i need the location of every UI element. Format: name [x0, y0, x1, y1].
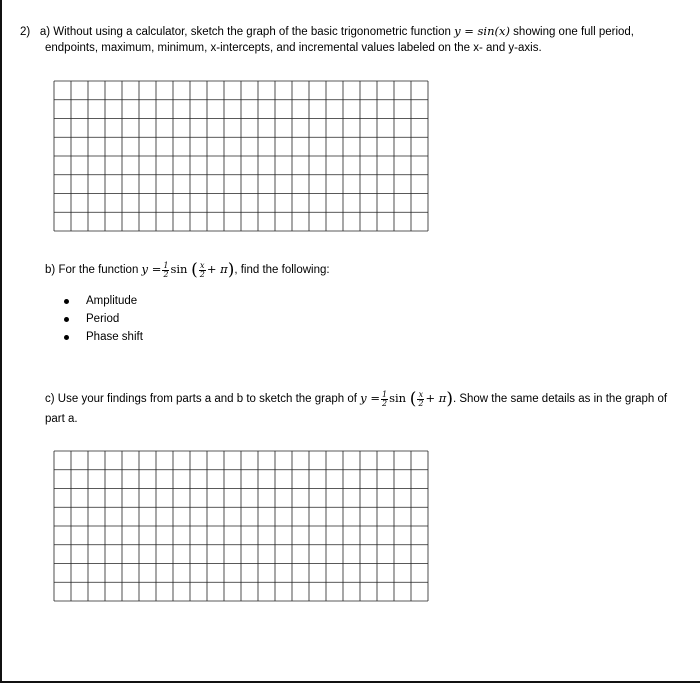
- part-c-line1: [45, 387, 667, 410]
- bullet-icon: [64, 335, 69, 340]
- part-c-lhs: y =: [360, 391, 380, 405]
- bullet-icon: [64, 299, 69, 304]
- part-c-equation: y = $\frac{1}{2}$ sin ( $\frac{x}{2}$ + π): [360, 389, 453, 409]
- graph-grid-part-a[interactable]: [53, 80, 429, 232]
- part-b-list: [64, 292, 143, 346]
- part-b-line: [45, 258, 330, 281]
- part-b-equation: y = $\frac{1}{2}$ sin ( $\frac{x}{2}$ + π): [141, 260, 235, 280]
- part-a-line1: [20, 24, 634, 40]
- part-a-label: a): [39, 26, 51, 38]
- part-b-label: b): [45, 264, 56, 276]
- part-c-argument: $\frac{x}{2}$: [418, 389, 424, 408]
- part-a-prompt: Without using a calculator, sketch the graph of the basic trigonometric function: [53, 26, 451, 38]
- part-b-argument: $\frac{x}{2}$: [199, 260, 205, 279]
- page-left-border: [0, 0, 2, 683]
- part-c-prompt-end: . Show the same details as in the graph of: [452, 393, 668, 405]
- list-item: Amplitude: [64, 292, 143, 310]
- part-a-line2: endpoints, maximum, minimum, x-intercepts, and incremental values labeled on the x- and y-axis.: [45, 42, 542, 54]
- list-item: Phase shift: [64, 328, 143, 346]
- part-b-sin: sin: [170, 262, 188, 276]
- bullet-icon: [64, 317, 69, 322]
- part-a-equation: y = sin(x): [454, 24, 510, 38]
- part-c-label: c): [45, 393, 55, 405]
- list-item: Period: [64, 310, 143, 328]
- part-c-line2: part a.: [45, 413, 78, 425]
- part-c-coefficient: $\frac{1}{2}$: [381, 389, 388, 408]
- part-b-coefficient: $\frac{1}{2}$: [163, 260, 169, 279]
- part-c-prompt: Use your findings from parts a and b to sketch the graph of: [57, 393, 357, 405]
- part-b-plus-pi: + π: [206, 262, 228, 276]
- question-number: 2): [20, 26, 31, 38]
- part-b-prompt-end: , find the following:: [234, 264, 330, 276]
- part-c-sin: sin: [389, 391, 407, 405]
- part-b-prompt: For the function: [58, 264, 139, 276]
- part-c-plus-pi: + π: [425, 391, 447, 405]
- part-a-prompt-end: showing one full period,: [513, 26, 635, 38]
- part-b-lhs: y =: [141, 262, 162, 276]
- graph-grid-part-c[interactable]: [53, 450, 429, 602]
